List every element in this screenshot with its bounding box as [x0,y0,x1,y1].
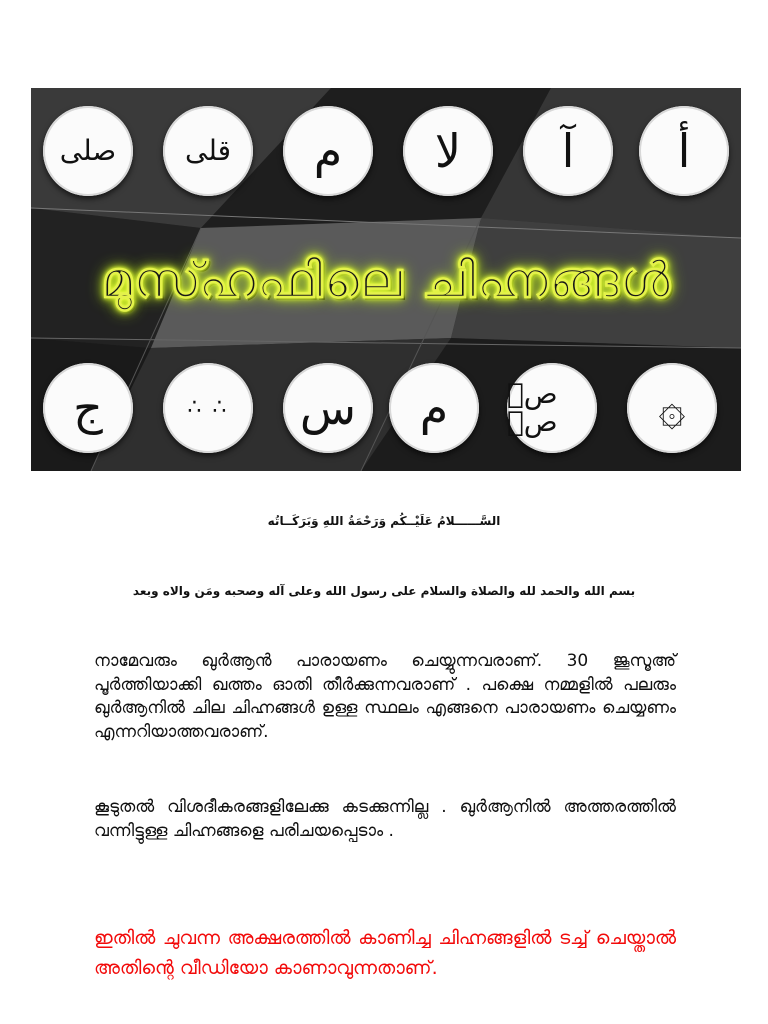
banner-title-text: മുസ്ഹഫിലെ ചിഹ്നങ്ങൾ [100,250,672,309]
basmala-text: بسم الله والحمد لله والصلاة والسلام على رسول الله وعلى آله وصحبه ومَن والاه وبعد [132,584,636,598]
jim-symbol[interactable]: ج [43,363,133,453]
greeting-text: السَّــــــلامُ عَلَيْــكُم وَرَحْمَةُ اللهِ وَبَرَكَــاتُه [267,514,501,528]
triple-dots-symbol[interactable]: ∴ ∴ [163,363,253,453]
mim-symbol[interactable]: م [283,106,373,196]
sin-symbol[interactable]: س [283,363,373,453]
la-symbol[interactable]: لا [403,106,493,196]
intro-paragraph: നാമേവരും ഖുർആൻ പാരായണം ചെയ്യുന്നവരാണ്. 30 ജൂസൂഅ് പൂർത്തിയാക്കി ഖത്തം ഓതി തീർക്കുന്നവരാണ് . പക്ഷെ നമ്മളിൽ പലരും ഖുർആനിൽ ചില ചിഹ്നങ്ങൾ ഉള്ള സ്ഥലം എങ്ങനെ പാരായണം ചെയ്യണം എന്നറിയാത്തവരാണ്. [94,651,676,742]
sad-symbol[interactable]: صۜ صۜ [507,363,597,453]
alif-hamza-symbol[interactable]: أ [639,106,729,196]
touch-instruction-paragraph: ഇതിൽ ചുവന്ന അക്ഷരത്തിൽ കാണിച്ച ചിഹ്നങ്ങളിൽ ടച്ച് ചെയ്താൽ അതിന്റെ വീഡിയോ കാണാവുന്നതാണ്. [94,927,676,979]
sala-symbol[interactable]: صلى [43,106,133,196]
sajdah-symbol[interactable]: ۞ [627,363,717,453]
small-mim-symbol[interactable]: م [389,363,479,453]
title-banner [31,88,741,471]
banner-title [31,230,741,330]
qala-symbol[interactable]: قلى [163,106,253,196]
explanation-paragraph: കൂടുതൽ വിശദീകരങ്ങളിലേക്കു കടക്കുന്നില്ല . ഖുർആനിൽ അത്തരത്തിൽ വന്നിട്ടുള്ള ചിഹ്നങ്ങളെ പരിചയപ്പെടാം . [94,797,676,841]
alif-madd-symbol[interactable]: آ [523,106,613,196]
